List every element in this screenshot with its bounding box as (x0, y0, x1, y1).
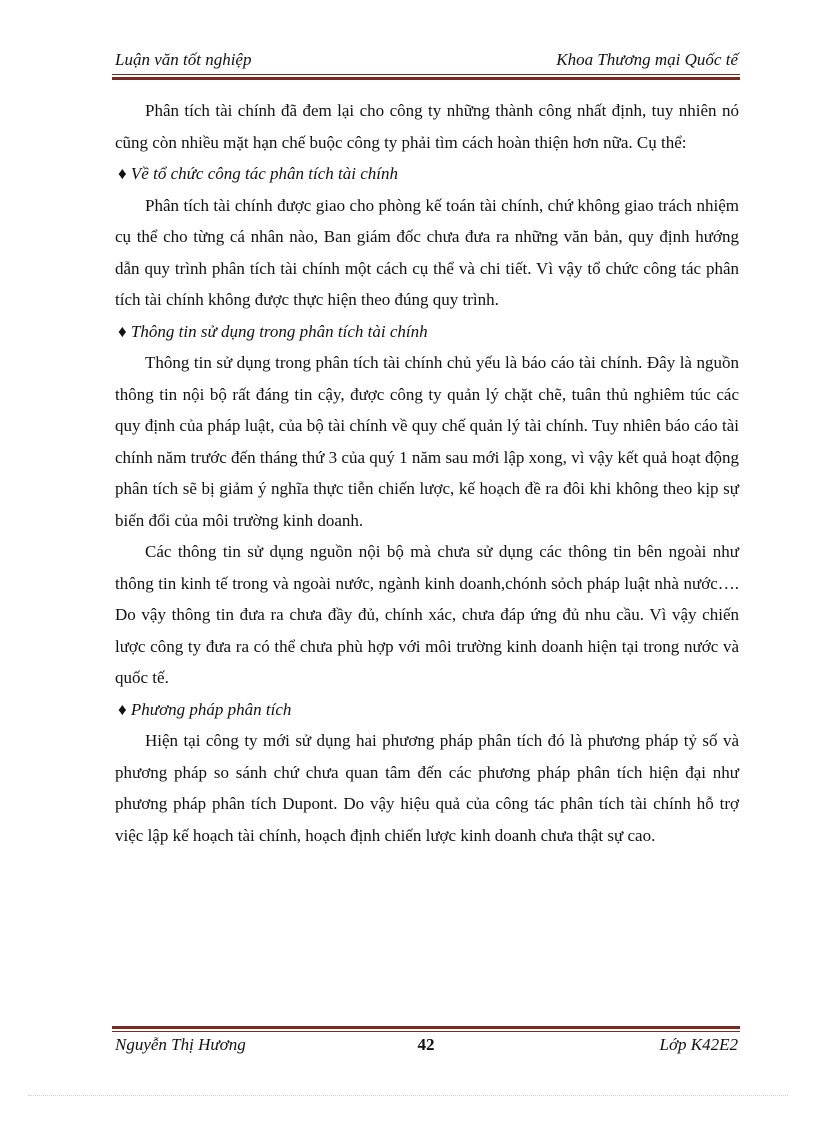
paragraph-information-internal: Thông tin sử dụng trong phân tích tài chính chủ yếu là báo cáo tài chính. Đây là nguồn thông tin nội bộ rất đáng tin cậy, được công ty quản lý chặt chẽ, tuân thủ nghiêm túc các quy định của pháp luật, của bộ tài chính về quy chế quản lý tài chính. Tuy nhiên báo cáo tài chính năm trước đến tháng thứ 3 của quý 1 năm sau mới lập xong, vì vậy kết quả hoạt động phân tích sẽ bị giảm ý nghĩa thực tiễn chiến lược, kế hoạch đề ra đôi khi không theo kịp sự biến đổi của môi trường kinh doanh. (115, 353, 739, 530)
footer-rule-thick (112, 1026, 740, 1029)
section-heading-organization: ♦ Về tổ chức công tác phân tích tài chính (118, 164, 398, 183)
footer-author: Nguyễn Thị Hương (115, 1035, 246, 1054)
header-rule-thin (112, 74, 740, 75)
header-rule-thick (112, 77, 740, 80)
paragraph-organization: Phân tích tài chính được giao cho phòng kế toán tài chính, chứ không giao trách nhiệm cụ thể cho từng cá nhân nào, Ban giám đốc chưa đưa ra những văn bản, quy định hướng dẫn quy trình phân tích tài chính một cách cụ thể và chi tiết. Vì vậy tổ chức công tác phân tích tài chính không được thực hiện theo đúng quy trình. (115, 195, 739, 309)
page-bottom-dotted-line (28, 1095, 788, 1096)
paragraph-method: Hiện tại công ty mới sử dụng hai phương pháp phân tích đó là phương pháp tỷ số và phương pháp so sánh chứ chưa quan tâm đến các phương pháp phân tích hiện đại như phương pháp phân tích Dupont. Do vậy hiệu quả của công tác phân tích tài chính hỗ trợ việc lập kế hoạch tài chính, hoạch định chiến lược kinh doanh chưa thật sự cao. (115, 731, 739, 845)
header-faculty: Khoa Thương mại Quốc tế (556, 50, 738, 69)
page-footer (112, 1035, 740, 1059)
section-heading-information: ♦ Thông tin sử dụng trong phân tích tài chính (118, 321, 428, 341)
page-header (112, 50, 740, 74)
footer-class: Lớp K42E2 (659, 1035, 738, 1054)
section-heading-method: ♦ Phương pháp phân tích (118, 699, 292, 719)
page-body (115, 95, 739, 851)
header-thesis-title: Luận văn tốt nghiệp (115, 50, 252, 69)
paragraph-information-external: Các thông tin sử dụng nguồn nội bộ mà chưa sử dụng các thông tin bên ngoài như thông tin kinh tế trong và ngoài nước, ngành kinh doanh,chónh sỏch pháp luật nhà nước…. Do vậy thông tin đưa ra chưa đầy đủ, chính xác, chưa đáp ứng đủ nhu cầu. Vì vậy chiến lược công ty đưa ra có thể chưa phù hợp với môi trường kinh doanh hiện tại trong nước và quốc tế. (115, 542, 739, 687)
footer-rule-thin (112, 1031, 740, 1032)
paragraph-intro: Phân tích tài chính đã đem lại cho công ty những thành công nhất định, tuy nhiên nó cũng còn nhiều mặt hạn chế buộc công ty phải tìm cách hoàn thiện hơn nữa. Cụ thể: (115, 101, 739, 152)
page-number: 42 (417, 1035, 435, 1054)
